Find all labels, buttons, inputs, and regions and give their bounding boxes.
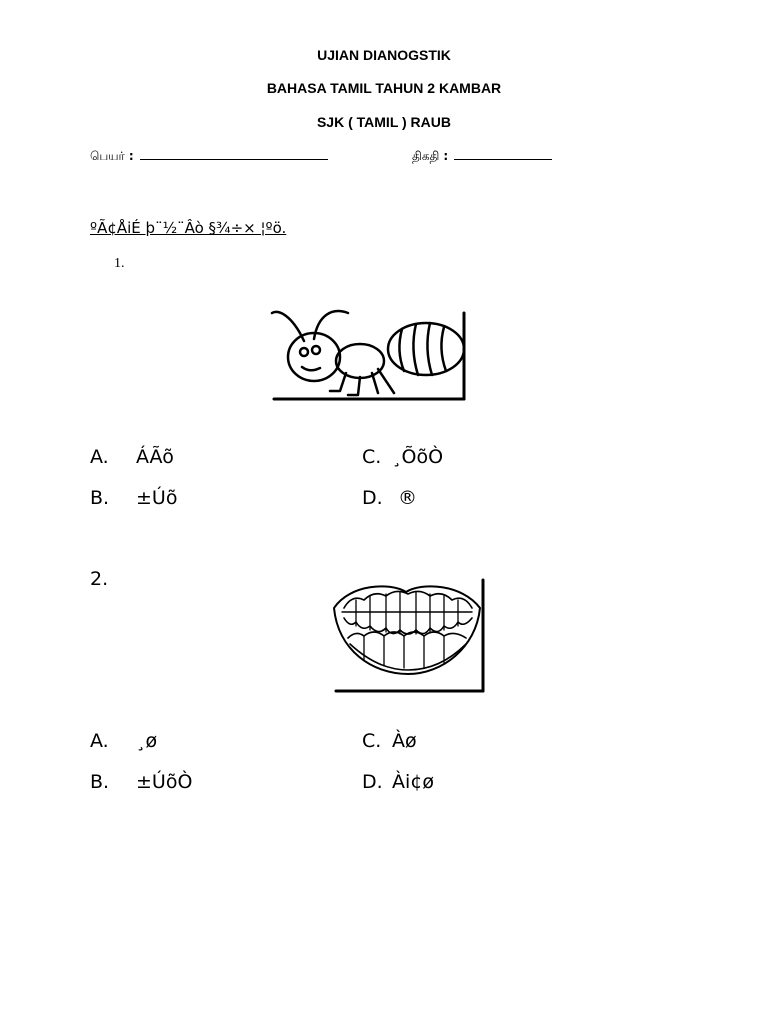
option-letter: C. <box>362 730 382 752</box>
instruction-text: ºÃ¢ÅiÉ þ¨½¨Âò §¾÷× ¦ºö. <box>90 219 287 237</box>
question-2-number: 2. <box>90 568 109 590</box>
name-label: பெயர் <box>90 149 125 163</box>
exam-title: UJIAN DIANOGSTIK <box>317 47 451 63</box>
name-blank-line[interactable] <box>140 149 328 160</box>
q1-option-d[interactable] <box>362 487 417 509</box>
q1-option-c[interactable] <box>362 446 443 468</box>
option-letter: D. <box>362 487 383 509</box>
q2-option-a[interactable] <box>90 730 157 752</box>
option-letter: A. <box>90 446 109 468</box>
option-text: Àø <box>392 730 417 752</box>
question-1-number: 1. <box>114 256 125 271</box>
option-letter: C. <box>362 446 382 468</box>
q1-option-a[interactable] <box>90 446 174 468</box>
option-letter: B. <box>90 487 110 509</box>
option-text: ® <box>398 487 417 509</box>
name-colon: : <box>128 149 134 163</box>
option-letter: B. <box>90 771 110 793</box>
name-field[interactable] <box>90 149 328 165</box>
option-text: ÁÃõ <box>136 446 174 468</box>
date-field[interactable] <box>412 149 552 165</box>
q2-option-b[interactable] <box>90 771 192 793</box>
date-blank-line[interactable] <box>454 149 552 160</box>
school-name: SJK ( TAMIL ) RAUB <box>316 114 452 130</box>
option-text: ±ÚõÒ <box>136 771 193 793</box>
q2-option-c[interactable] <box>362 730 417 752</box>
option-text: ¸ÕõÒ <box>392 446 444 468</box>
option-letter: A. <box>90 730 109 752</box>
teeth-picture <box>330 578 490 696</box>
q1-option-b[interactable] <box>90 487 177 509</box>
option-text: ±Úõ <box>136 487 178 509</box>
q2-option-d[interactable] <box>362 771 434 793</box>
date-colon: : <box>443 149 449 163</box>
option-text: ¸ø <box>136 730 158 752</box>
date-label: திகதி <box>412 149 440 163</box>
option-letter: D. <box>362 771 383 793</box>
option-text: Ài¢ø <box>392 771 434 793</box>
ant-picture <box>268 305 470 405</box>
exam-subject: BAHASA TAMIL TAHUN 2 KAMBAR <box>266 80 502 96</box>
